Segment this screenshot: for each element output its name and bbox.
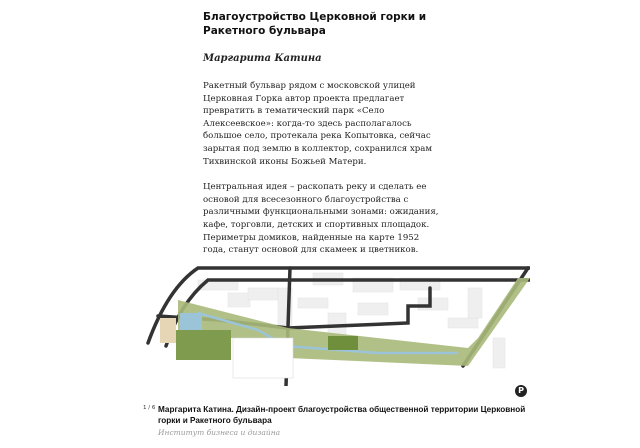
- article: [203, 10, 443, 257]
- masterplan-image[interactable]: [138, 258, 530, 386]
- plaza: [160, 318, 176, 343]
- empty-lot: [233, 338, 293, 378]
- sports-field: [328, 336, 358, 350]
- pinterest-share-button[interactable]: [515, 385, 527, 397]
- park-lawn: [176, 330, 231, 360]
- pond: [180, 313, 202, 331]
- article-paragraph-2: Центральная идея – раскопать реку и сделать ее основой для всесезонного благоустройства с различными функциональными зонами: ожидания, кафе, торговли, детских и спортивных площадок. Периметры домиков, найденные на карте 1952 года, станут основой для скамеек и цветников.: [203, 182, 439, 256]
- article-title: Благоустройство Церковной горки и Ракетного бульвара: [203, 11, 427, 37]
- image-caption: Маргарита Катина. Дизайн-проект благоустройства общественной территории Церковной горки и Ракетного бульвара: [158, 405, 526, 425]
- slide-counter: 1 / 6: [143, 405, 156, 411]
- pinterest-icon: P: [518, 386, 524, 395]
- masterplan-map: [138, 258, 530, 386]
- article-author: Маргарита Катина: [203, 53, 322, 64]
- article-paragraph-1: Ракетный бульвар рядом с московской улицей Церковная Горка автор проекта предлагает превратить в тематический парк «Село Алексеевское»: когда-то здесь располагалось большое село, протекала река Копытовка, сейчас зарытая под землю в коллектор, сохранился храм Тихвинской иконы Божьей Матери.: [203, 81, 433, 167]
- image-source: Институт бизнеса и дизайна: [158, 428, 281, 437]
